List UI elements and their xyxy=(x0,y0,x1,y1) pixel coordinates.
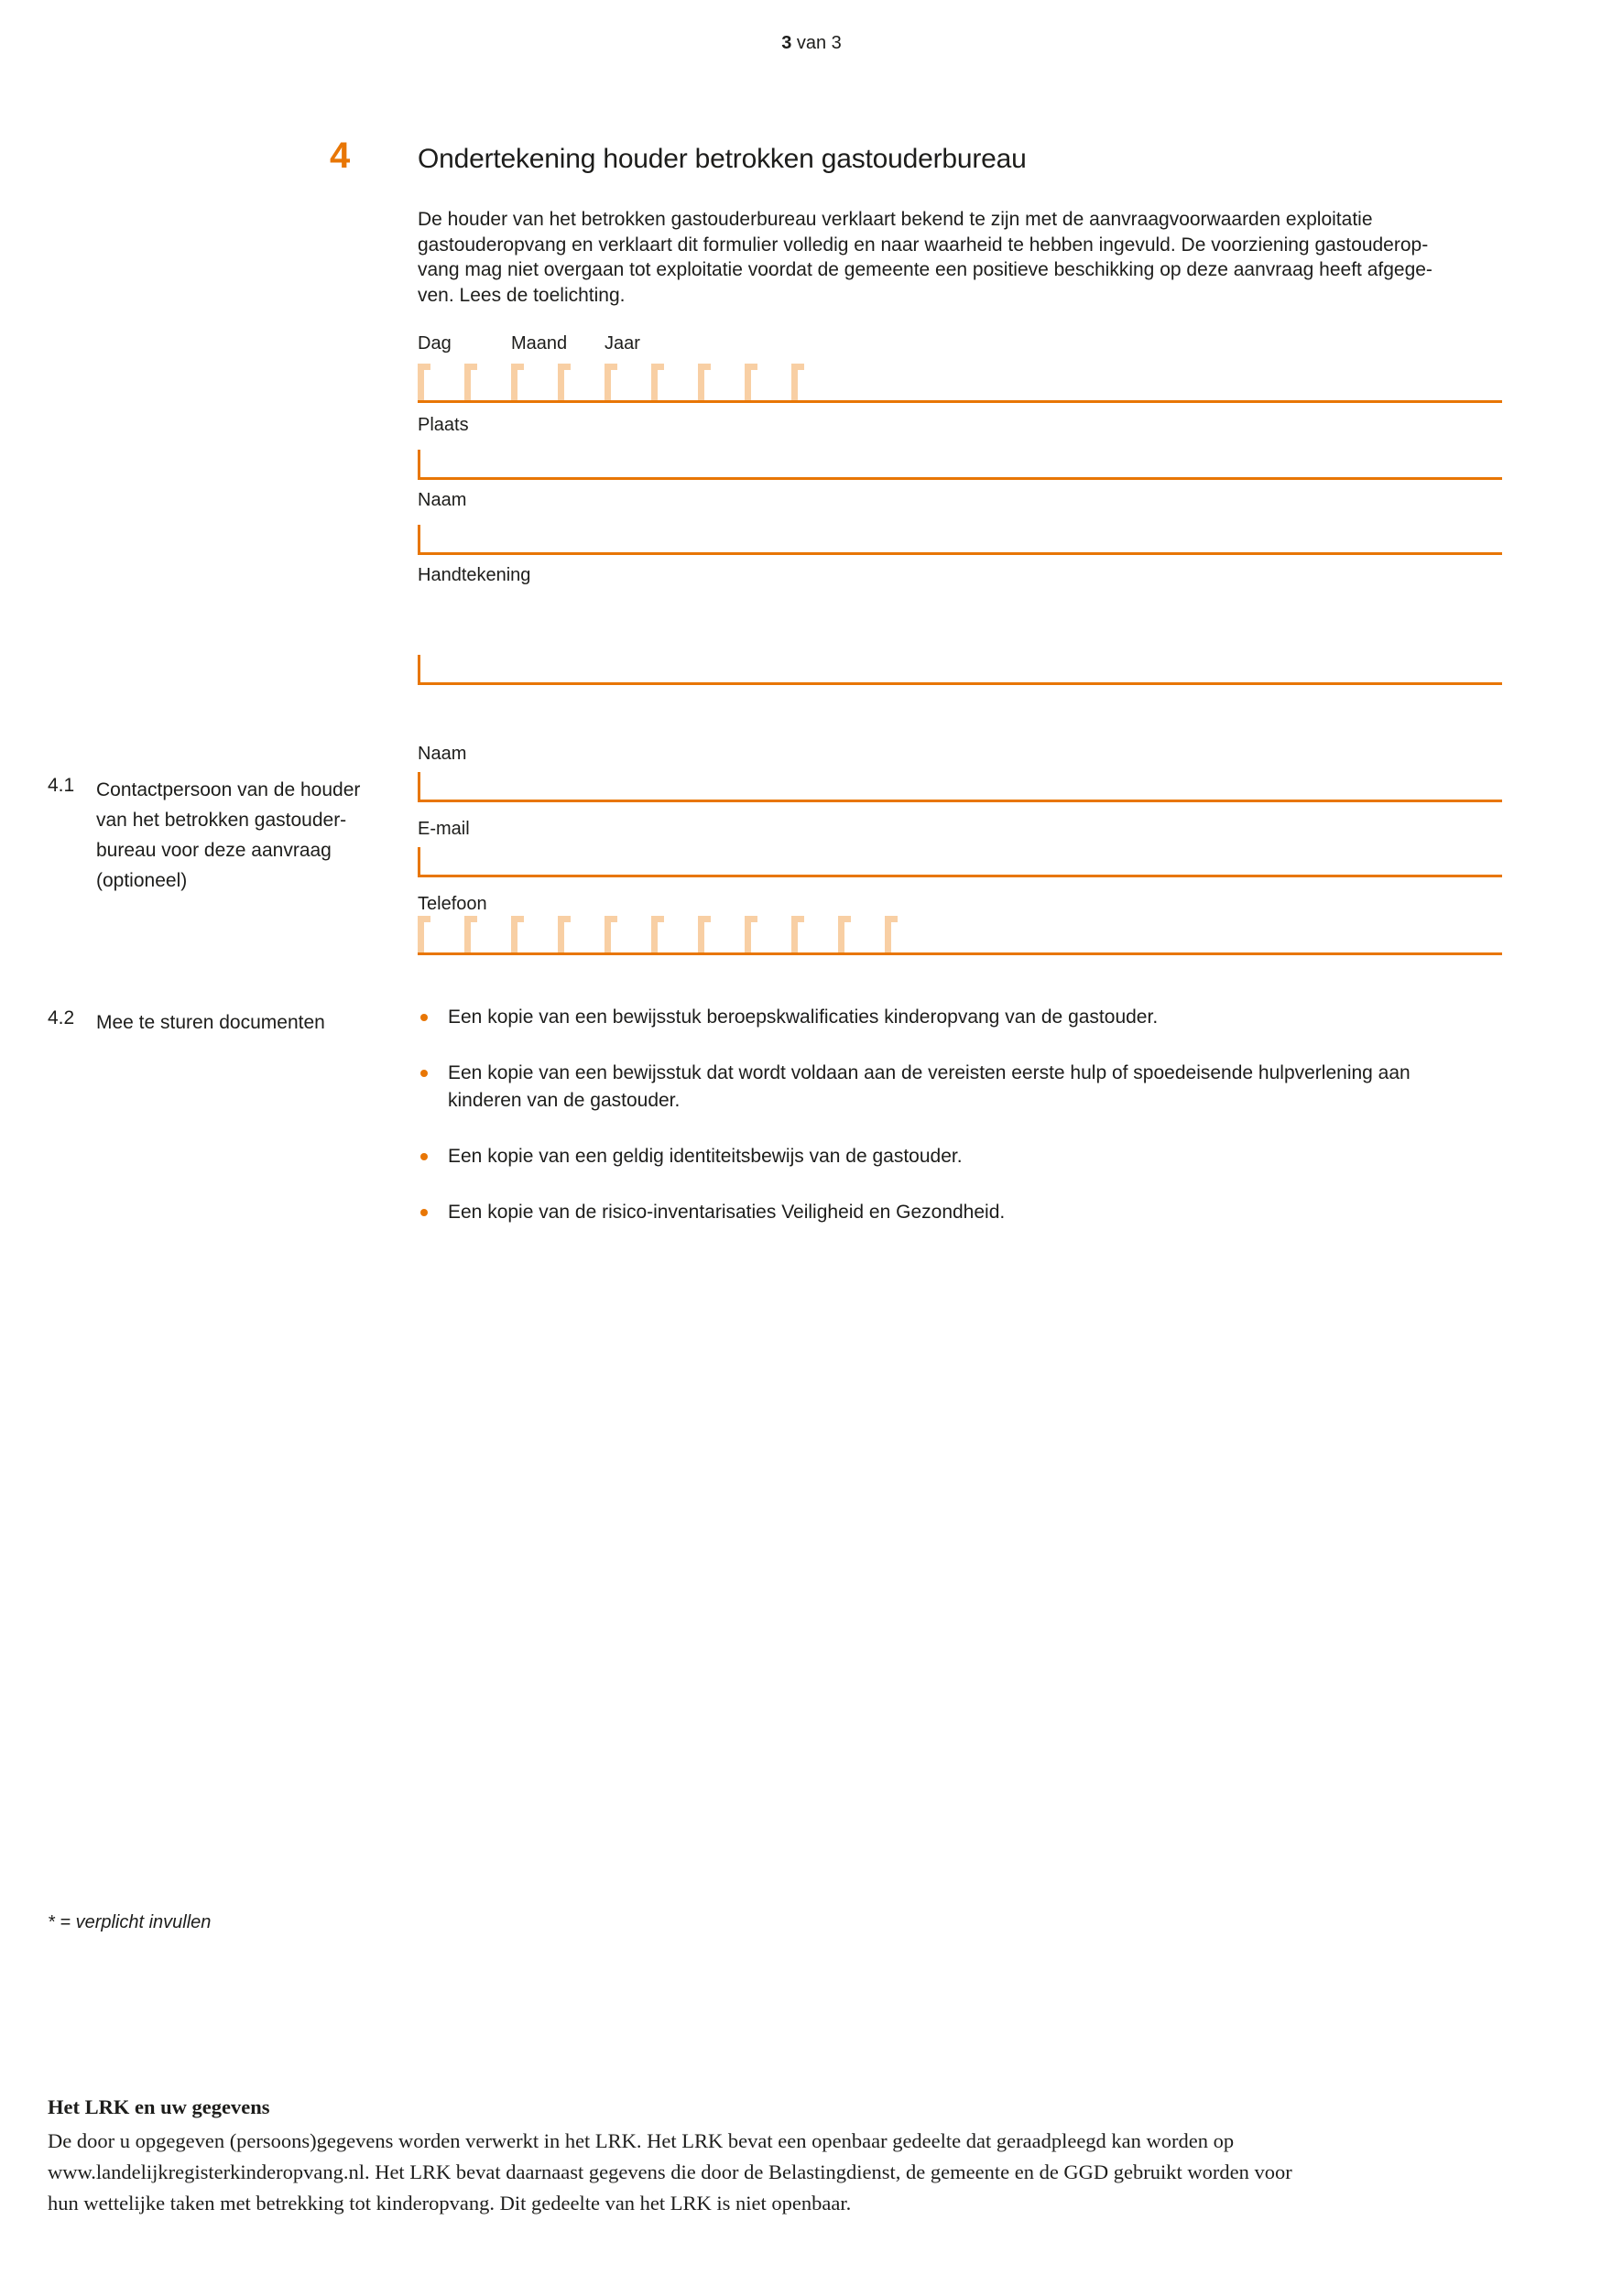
section-4-1-label-line: van het betrokken gastouder- xyxy=(96,810,347,831)
character-cell-tick xyxy=(418,916,424,952)
list-item-text: Een kopie van een bewijsstuk beroepskwalificaties kinderopvang van de gastouder. xyxy=(448,1007,1159,1028)
signature-label: Handtekening xyxy=(418,565,531,585)
bullet-icon xyxy=(420,1209,428,1216)
intro-line: gastouderopvang en verklaart dit formulier volledig en naar waarheid te hebben ingevuld. De voorziening gastouderop- xyxy=(418,234,1429,256)
place-input[interactable] xyxy=(418,450,1502,480)
section-4-title: Ondertekening houder betrokken gastouderbureau xyxy=(418,144,1027,174)
character-cell-tick xyxy=(838,916,844,952)
documents-list xyxy=(418,1004,1508,1255)
character-cell-tick xyxy=(791,364,798,400)
list-item xyxy=(418,1004,1508,1031)
intro-line: De houder van het betrokken gastouderbureau verklaart bekend te zijn met de aanvraagvoorwaarden exploitatie xyxy=(418,209,1373,230)
signature-input[interactable] xyxy=(418,593,1502,685)
section-4-1-label-line: bureau voor deze aanvraag xyxy=(96,840,332,861)
date-field-labels xyxy=(418,333,1502,357)
name-label: Naam xyxy=(418,490,467,510)
phone-input-row[interactable] xyxy=(418,914,1502,955)
character-cell-tick xyxy=(605,916,611,952)
input-start-tick xyxy=(418,450,420,477)
footer-text-line: www.landelijkregisterkinderopvang.nl. Het LRK bevat daarnaast gegevens die door de Belastingdienst, de gemeente en de GGD gebruikt worden voor xyxy=(48,2160,1292,2183)
character-cell-tick xyxy=(511,916,517,952)
date-input-row[interactable] xyxy=(418,362,1502,403)
year-label: Jaar xyxy=(605,333,640,354)
section-4-1 xyxy=(48,775,405,896)
intro-line: vang mag niet overgaan tot exploitatie voordat de gemeente een positieve beschikking op deze aanvraag heeft afgege- xyxy=(418,259,1432,280)
section-4-1-label-line: (optioneel) xyxy=(96,870,188,891)
phone-label: Telefoon xyxy=(418,894,487,914)
footer-title: Het LRK en uw gegevens xyxy=(48,2095,270,2118)
section-4-number: 4 xyxy=(330,136,351,176)
page-number-current: 3 xyxy=(781,33,792,53)
input-start-tick xyxy=(418,772,420,800)
section-4-2-number: 4.2 xyxy=(48,1007,75,1028)
bullet-icon xyxy=(420,1014,428,1021)
character-cell-tick xyxy=(745,364,751,400)
bullet-icon xyxy=(420,1070,428,1077)
list-item-text: Een kopie van de risico-inventarisaties Veiligheid en Gezondheid. xyxy=(448,1202,1006,1223)
day-label: Dag xyxy=(418,333,452,354)
list-item xyxy=(418,1060,1508,1115)
section-4-1-number: 4.1 xyxy=(48,775,75,796)
section-4-1-label xyxy=(96,775,360,896)
list-item-text: Een kopie van een geldig identiteitsbewijs van de gastouder. xyxy=(448,1146,963,1167)
character-cell-tick xyxy=(651,364,658,400)
contact-name-label: Naam xyxy=(418,744,467,764)
character-cell-tick xyxy=(511,364,517,400)
input-start-tick xyxy=(418,847,420,875)
character-cell-tick xyxy=(791,916,798,952)
place-label: Plaats xyxy=(418,415,469,435)
list-item xyxy=(418,1199,1508,1226)
page-number-total: van 3 xyxy=(791,33,842,53)
email-input[interactable] xyxy=(418,847,1502,877)
section-4-2 xyxy=(48,1007,405,1038)
character-cell-tick xyxy=(745,916,751,952)
section-4-1-label-line: Contactpersoon van de houder xyxy=(96,779,361,800)
contact-name-input[interactable] xyxy=(418,772,1502,802)
character-cell-tick xyxy=(698,916,704,952)
required-note: * = verplicht invullen xyxy=(48,1912,212,1932)
character-cell-tick xyxy=(698,364,704,400)
character-cell-tick xyxy=(651,916,658,952)
section-4-intro xyxy=(418,207,1544,308)
footer-lrk-info xyxy=(48,2095,1568,2219)
name-input[interactable] xyxy=(418,525,1502,555)
character-cell-tick xyxy=(605,364,611,400)
section-4-2-label: Mee te sturen documenten xyxy=(96,1012,325,1033)
month-label: Maand xyxy=(511,333,568,354)
character-cell-tick xyxy=(558,364,564,400)
input-start-tick xyxy=(418,655,420,682)
intro-line: ven. Lees de toelichting. xyxy=(418,284,626,306)
bullet-icon xyxy=(420,1153,428,1160)
input-start-tick xyxy=(418,525,420,552)
character-cell-tick xyxy=(464,364,471,400)
page-number xyxy=(0,33,1623,54)
email-label: E-mail xyxy=(418,819,470,839)
list-item xyxy=(418,1143,1508,1170)
character-cell-tick xyxy=(464,916,471,952)
character-cell-tick xyxy=(558,916,564,952)
list-item-text: Een kopie van een bewijsstuk dat wordt voldaan aan de vereisten eerste hulp of spoedeisende hulpverlening aan kinderen van de gastouder. xyxy=(448,1062,1411,1111)
footer-text-line: hun wettelijke taken met betrekking tot kinderopvang. Dit gedeelte van het LRK is niet openbaar. xyxy=(48,2192,852,2214)
character-cell-tick xyxy=(418,364,424,400)
character-cell-tick xyxy=(885,916,891,952)
footer-text-line: De door u opgegeven (persoons)gegevens worden verwerkt in het LRK. Het LRK bevat een openbaar gedeelte dat geraadpleegd kan worden op xyxy=(48,2129,1235,2152)
